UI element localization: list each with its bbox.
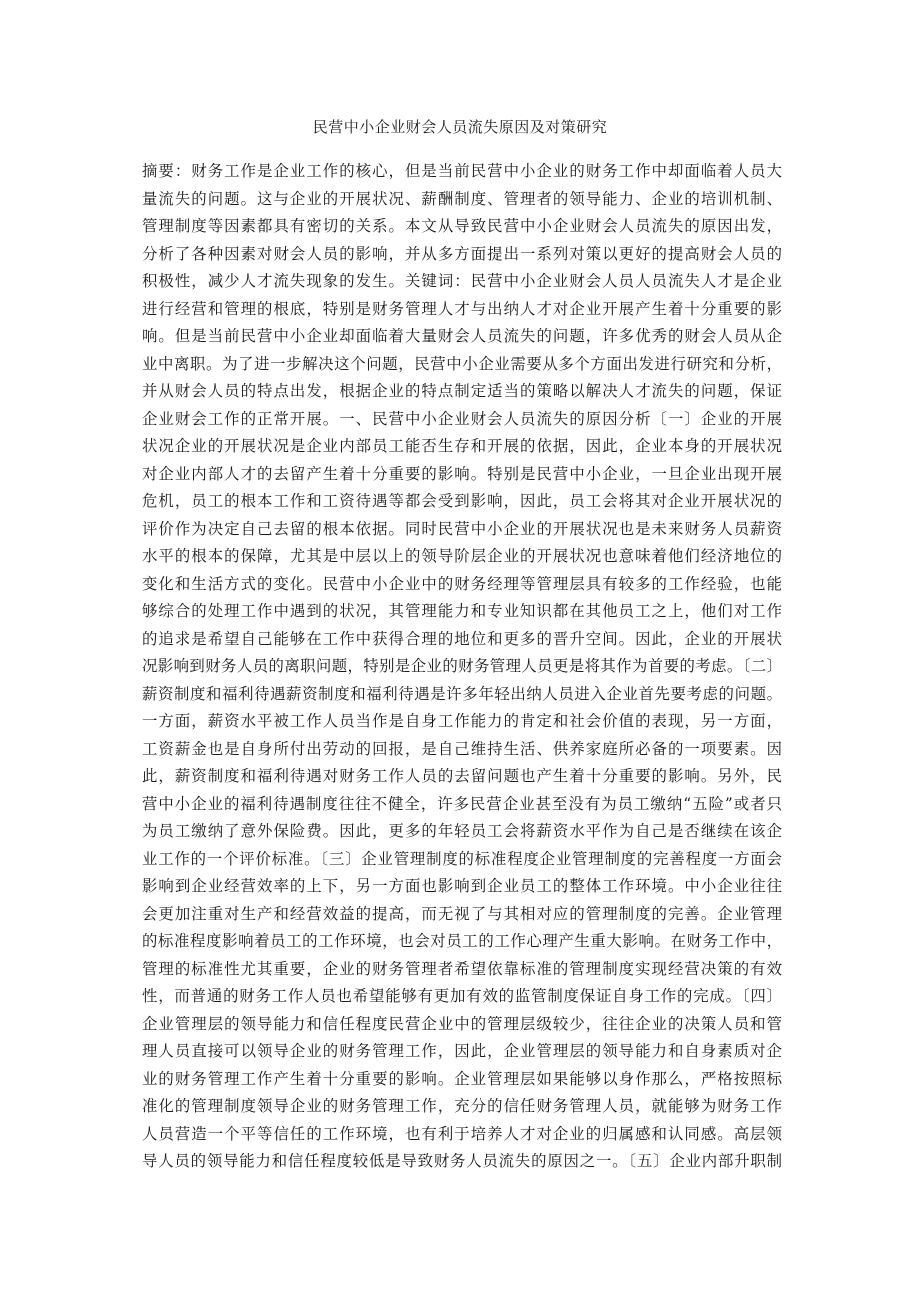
- body-text-line: 的追求是希望自己能够在工作中获得合理的地位和更多的晋升空间。因此，企业的开展状: [142, 629, 782, 648]
- body-text-line: 危机，员工的根本工作和工资待遇等都会受到影响，因此，员工会将其对企业开展状况的: [142, 492, 782, 510]
- body-text-line: 并从财会人员的特点出发，根据企业的特点制定适当的策略以解决人才流失的问题，保证: [142, 382, 782, 400]
- body-text-line: 进行经营和管理的根底，特别是财务管理人才与出纳人才对企业开展产生着十分重要的影: [142, 299, 782, 318]
- body-text-line: 营中小企业的福利待遇制度往往不健全，许多民营企业甚至没有为员工缴纳“五险”或者只: [142, 794, 782, 813]
- body-text-line: 况影响到财务人员的离职问题，特别是企业的财务管理人员更是将其作为首要的考虑。〔二〕: [142, 657, 782, 675]
- body-text-line: 人员营造一个平等信任的工作环境，也有利于培养人才对企业的归属感和认同感。高层领: [142, 1124, 782, 1143]
- body-text-line: 量流失的问题。这与企业的开展状况、薪酬制度、管理者的领导能力、企业的培训机制、: [142, 189, 782, 208]
- body-text-line: 准化的管理制度领导企业的财务管理工作，充分的信任财务管理人员，就能够为财务工作: [142, 1097, 782, 1115]
- body-text-line: 业的财务管理工作产生着十分重要的影响。企业管理层如果能够以身作那么，严格按照标: [142, 1069, 782, 1088]
- body-text-line: 企业管理层的领导能力和信任程度民营企业中的管理层级较少，往往企业的决策人员和管: [142, 1014, 782, 1033]
- body-text-line: 业中离职。为了进一步解决这个问题，民营中小企业需要从多个方面出发进行研究和分析，: [142, 354, 782, 373]
- body-text-line: 为员工缴纳了意外保险费。因此，更多的年轻员工会将薪资水平作为自己是否继续在该企: [142, 822, 782, 840]
- document-body: [142, 158, 782, 1176]
- body-text-line: 导人员的领导能力和信任程度较低是导致财务人员流失的原因之一。〔五〕企业内部升职制: [142, 1152, 782, 1170]
- body-text-line: 响。但是当前民营中小企业却面临着大量财会人员流失的问题，许多优秀的财会人员从企: [142, 327, 782, 345]
- body-text-line: 的标准程度影响着员工的工作环境，也会对员工的工作心理产生重大影响。在财务工作中，: [142, 932, 782, 950]
- body-text-line: 变化和生活方式的变化。民营中小企业中的财务经理等管理层具有较多的工作经验，也能: [142, 574, 782, 593]
- body-text-line: 此，薪资制度和福利待遇对财务工作人员的去留问题也产生着十分重要的影响。另外，民: [142, 767, 782, 785]
- body-text-line: 影响到企业经营效率的上下，另一方面也影响到企业员工的整体工作环境。中小企业往往: [142, 877, 782, 895]
- body-text-line: 管理制度等因素都具有密切的关系。本文从导致民营中小企业财会人员流失的原因出发，: [142, 217, 782, 235]
- body-text-line: 企业财会工作的正常开展。一、民营中小企业财会人员流失的原因分析〔一〕企业的开展: [142, 409, 782, 428]
- body-text-line: 业工作的一个评价标准。〔三〕企业管理制度的标准程度企业管理制度的完善程度一方面会: [142, 849, 782, 868]
- body-text-line: 工资薪金也是自身所付出劳动的回报，是自己维持生活、供养家庭所必备的一项要素。因: [142, 739, 782, 758]
- body-text-line: 薪资制度和福利待遇薪资制度和福利待遇是许多年轻出纳人员进入企业首先要考虑的问题。: [142, 684, 782, 703]
- page-title: 民营中小企业财会人员流失原因及对策研究: [312, 118, 608, 136]
- body-text-line: 水平的根本的保障，尤其是中层以上的领导阶层企业的开展状况也意味着他们经济地位的: [142, 547, 782, 565]
- body-text-line: 状况企业的开展状况是企业内部员工能否生存和开展的依据，因此，企业本身的开展状况: [142, 437, 782, 455]
- body-text-line: 够综合的处理工作中遇到的状况，其管理能力和专业知识都在其他员工之上，他们对工作: [142, 602, 782, 620]
- body-text-line: 积极性，减少人才流失现象的发生。关键词：民营中小企业财会人员人员流失人才是企业: [142, 272, 782, 290]
- body-text-line: 会更加注重对生产和经营效益的提高，而无视了与其相对应的管理制度的完善。企业管理: [142, 904, 782, 923]
- body-text-line: 评价作为决定自己去留的根本依据。同时民营中小企业的开展状况也是未来财务人员薪资: [142, 519, 782, 538]
- body-text-line: 性，而普通的财务工作人员也希望能够有更加有效的监管制度保证自身工作的完成。〔四〕: [142, 987, 782, 1005]
- body-text-line: 分析了各种因素对财会人员的影响，并从多方面提出一系列对策以更好的提高财会人员的: [142, 244, 782, 263]
- body-text-line: 管理的标准性尤其重要，企业的财务管理者希望依靠标准的管理制度实现经营决策的有效: [142, 959, 782, 978]
- body-text-line: 理人员直接可以领导企业的财务管理工作，因此，企业管理层的领导能力和自身素质对企: [142, 1042, 782, 1060]
- body-text-line: 对企业内部人才的去留产生着十分重要的影响。特别是民营中小企业，一旦企业出现开展: [142, 464, 782, 483]
- body-text-line: 一方面，薪资水平被工作人员当作是自身工作能力的肯定和社会价值的表现，另一方面，: [142, 712, 782, 730]
- body-text-line: 摘要：财务工作是企业工作的核心，但是当前民营中小企业的财务工作中却面临着人员大: [142, 162, 782, 180]
